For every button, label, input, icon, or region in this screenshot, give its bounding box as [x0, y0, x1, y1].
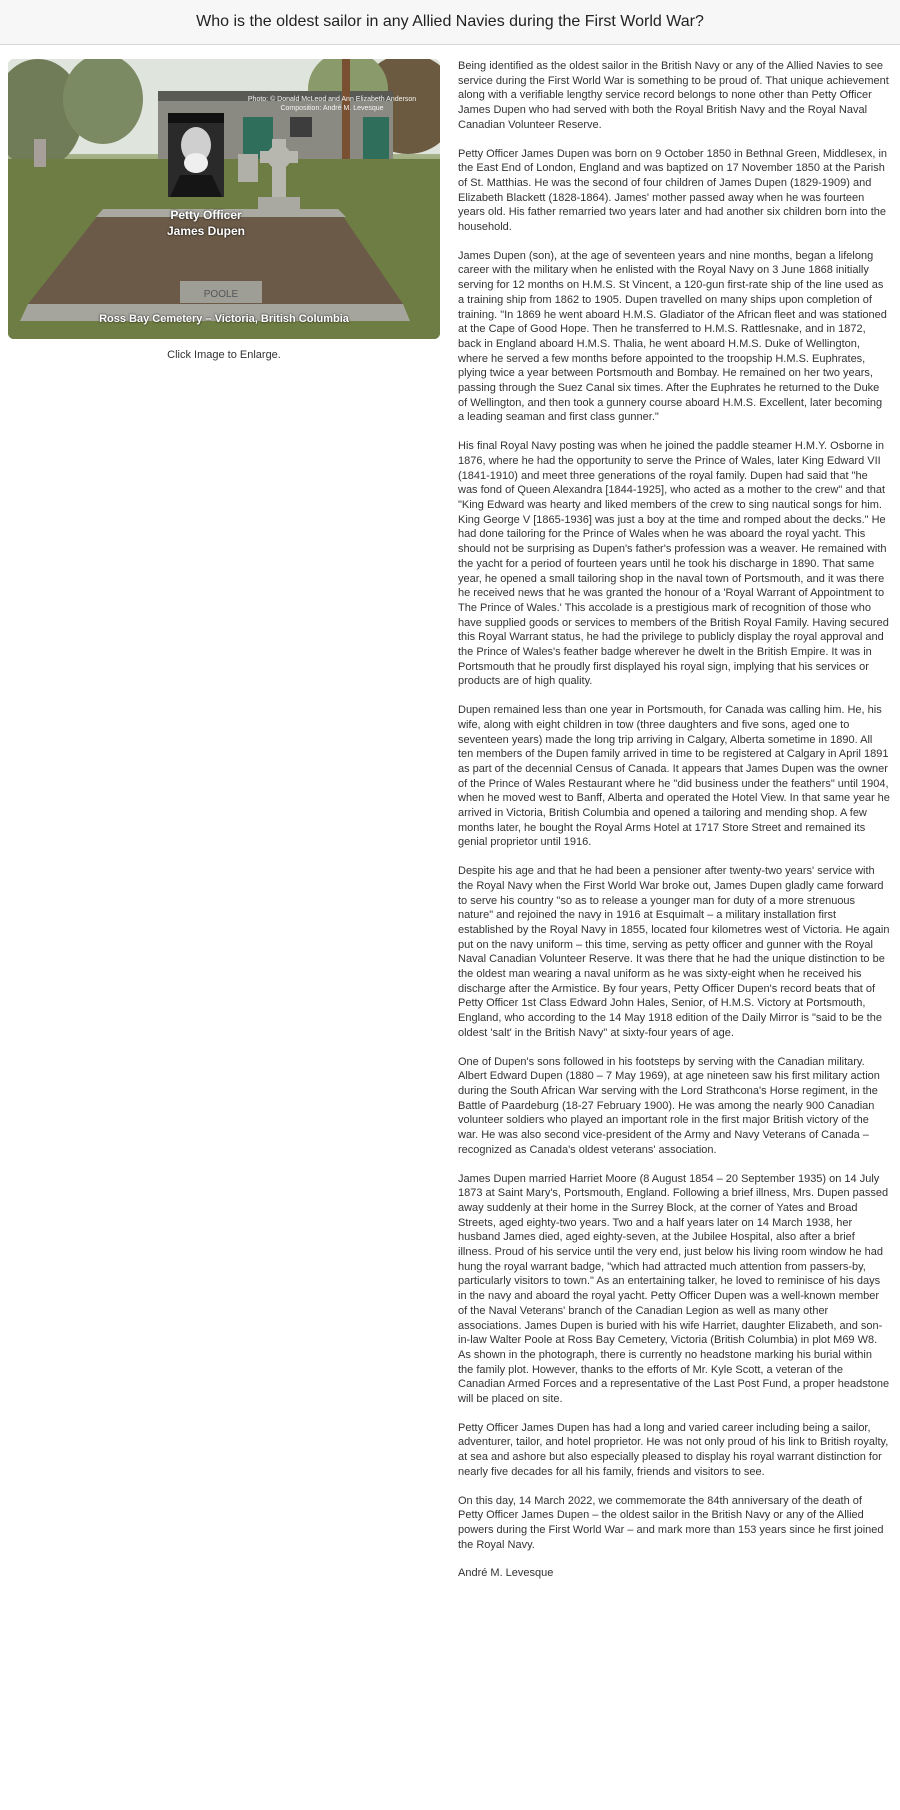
- article-paragraph: On this day, 14 March 2022, we commemorate the 84th anniversary of the death of Petty Officer James Dupen – the oldest sailor in the British Navy or any of the Allied powers during the First World War – and mark more than 153 years since he first joined the Royal Navy.: [458, 1494, 884, 1551]
- photo-credit: [242, 95, 422, 113]
- page-title: Who is the oldest sailor in any Allied Navies during the First World War?: [196, 13, 704, 30]
- image-column: [8, 59, 440, 1581]
- article-paragraph: James Dupen (son), at the age of seventeen years and nine months, began a lifelong career with the military when he enlisted with the Royal Navy on 3 June 1868 initially serving for 12 months on H.M.S. St Vincent, a 120-gun first-rate ship of the line used as a training ship from 1862 to 1905. Dupen travelled on many ships upon completion of training. "In 1869 he went aboard H.M.S. Gladiator of the African fleet and was stationed at the Cape of Good Hope. Then he transferred to H.M.S. Rattlesnake, and in 1872, back in England aboard H.M.S. Thalia, he went aboard H.M.S. Duke of Wellington, where he served a few months before appointed to the troopship H.M.S. Euphrates, plying twice a year between Portsmouth and Bombay. He remained on her two years, passing through the Suez Canal six times. After the Euphrates he returned to the Duke of Wellington, and then took a gunnery course aboard H.M.S. Excellent, later becoming a leading seaman and first class gunner.": [458, 249, 887, 424]
- grave-photo[interactable]: [8, 59, 440, 339]
- article-paragraph: Despite his age and that he had been a pensioner after twenty-two years' service with the Royal Navy when the First World War broke out, James Dupen gladly came forward to serve his country "so as to release a younger man for duty of a more strenuous nature" and rejoined the navy in 1916 at Esquimalt – a military installation first established by the Royal Navy in 1855, located four kilometres west of Victoria. He again put on the navy uniform – this time, serving as petty officer and gunner with the Royal Naval Canadian Volunteer Reserve. It was there that he had the unique distinction to be the oldest man wearing a naval uniform as he was sixty-eight when he received his discharge after the Armistice. By four years, Petty Officer Dupen's record beats that of Petty Officer 1st Class Edward John Hales, Senior, of H.M.S. Victory at Portsmouth, England, who according to the 14 May 1918 edition of the Daily Mirror is "said to be the oldest 'salt' in the British Navy" at sixty-four years of age.: [458, 865, 890, 1039]
- photo-location-caption: Ross Bay Cemetery – Victoria, British Columbia: [99, 313, 349, 325]
- article-paragraph: Dupen remained less than one year in Portsmouth, for Canada was calling him. He, his wife, along with eight children in tow (three daughters and five sons, aged one to seventeen years) made the long trip arriving in Calgary, Alberta sometime in 1890. All ten members of the Dupen family arrived in time to be registered at Calgary in April 1891 as part of the decennial Census of Canada. It appears that James Dupen was the owner of the Prince of Wales Restaurant where he "did business under the feathers" until 1904, when he moved west to Banff, Alberta and operated the Hotel View. In that same year he arrived in Victoria, British Columbia and opened a tailoring and mending shop. A few months later, he bought the Royal Arms Hotel at 1717 Store Street and remained its genial proprietor until 1916.: [458, 704, 890, 849]
- article-paragraph: Being identified as the oldest sailor in the British Navy or any of the Allied Navies to see service during the First World War is something to be proud of. That unique achievement along with a verifiable lengthy service record belongs to none other than Petty Officer James Dupen who had served with both the Royal British Navy and the Royal Naval Canadian Volunteer Reserve.: [458, 60, 889, 131]
- composition-credit-line: Composition: André M. Levesque: [280, 105, 384, 112]
- portrait-name-label: [150, 207, 262, 239]
- grave-marker-text: POOLE: [203, 289, 239, 300]
- article-paragraph: Petty Officer James Dupen was born on 9 October 1850 in Bethnal Green, Middlesex, in the East End of London, England and was baptized on 17 November 1850 at the Parish of St. Matthias. He was the second of four children of James Dupen (1829-1909) and Elizabeth Blackett (1828-1864). James' mother passed away when he was fourteen years old. His father remarried two years later and had another six children born into the household.: [458, 147, 888, 234]
- article-paragraph: Petty Officer James Dupen has had a long and varied career including being a sailor, adventurer, tailor, and hotel proprietor. He was not only proud of his link to British royalty, at sea and ashore but also especially pleased to display his royal warrant distinction for nearly five decades for all his family, friends and visitors to see.: [458, 1421, 889, 1478]
- page-header: [0, 0, 900, 45]
- main-content: [0, 45, 900, 1581]
- portrait-name: James Dupen: [166, 224, 246, 238]
- photo-credit-line: Photo: © Donald McLeod and Ann Elizabeth Anderson: [247, 96, 417, 103]
- article-body: [458, 59, 890, 1581]
- article-paragraph: His final Royal Navy posting was when he joined the paddle steamer H.M.Y. Osborne in 1876, where he had the opportunity to serve the Prince of Wales, later King Edward VII (1841-1910) and meet three generations of the royal family. Dupen had said that "he was fond of Queen Alexandra [1844-1925], who acted as a mother to the crew" and that "King Edward was hearty and liked members of the crew to sing nautical songs for him. King George V [1865-1936] was just a boy at the time and romped about the decks." He had done tailoring for the Prince of Wales when he was aboard the royal yacht. This should not be surprising as Dupen's father's profession was a weaver. He remained with the yacht for a period of fourteen years until he took his discharge in 1890. That same year, he opened a small tailoring shop in the naval town of Portsmouth, and it was there he received news that he was granted the honour of a 'Royal Warrant of Appointment to The Prince of Wales.' This accolade is a prestigious mark of recognition of those who have supplied goods or services to members of the British Royal Family. Having secured this Royal Warrant status, he had the privilege to publicly display the royal approval and the Prince of Wales's feather badge wherever he dwelt in the British Empire. It was in Portsmouth that he proudly first displayed his royal sign, implying that his services or products are of high quality.: [458, 440, 889, 688]
- article-paragraph: One of Dupen's sons followed in his footsteps by serving with the Canadian military. Albert Edward Dupen (1880 – 7 May 1969), at age nineteen saw his first military action during the South African War serving with the Lord Strathcona's Horse regiment, in the Battle of Paardeburg (18-27 February 1900). He was among the nearly 900 Canadian volunteer soldiers who played an important role in the first major British victory of the war. He was also second vice-president of the Army and Navy Veterans of Canada – recognized as Canada's oldest veterans' association.: [458, 1055, 880, 1156]
- enlarge-image-hint: Click Image to Enlarge.: [167, 349, 281, 361]
- article-paragraph: James Dupen married Harriet Moore (8 August 1854 – 20 September 1935) on 14 July 1873 at Saint Mary's, Portsmouth, England. Following a brief illness, Mrs. Dupen passed away suddenly at their home in the Surrey Block, at the corner of Yates and Broad Streets, aged eighty-two years. Two and a half years later on 14 March 1938, her husband James died, aged eighty-seven, at the Jubilee Hospital, also after a brief illness. Proud of his service until the very end, just below his living room window he had hung the royal warrant badge, "which had attracted much attention from passers-by, particularly visitors to town." As an entertaining talker, he loved to reminisce of his days in the navy and aboard the royal yacht. Petty Officer Dupen was a well-known member of the Naval Veterans' branch of the Canadian Legion as well as many other associations. James Dupen is buried with his wife Harriet, daughter Elizabeth, and son-in-law Walter Poole at Ross Bay Cemetery, Victoria (British Columbia) in plot M69 W8. As shown in the photograph, there is currently no headstone marking his burial within the family plot. However, thanks to the efforts of Mr. Kyle Scott, a veteran of the Canadian Armed Forces and a representative of the Last Post Fund, a proper headstone will be placed on site.: [458, 1172, 890, 1406]
- portrait-rank: Petty Officer: [170, 208, 242, 222]
- author-signature: André M. Levesque: [458, 1567, 554, 1580]
